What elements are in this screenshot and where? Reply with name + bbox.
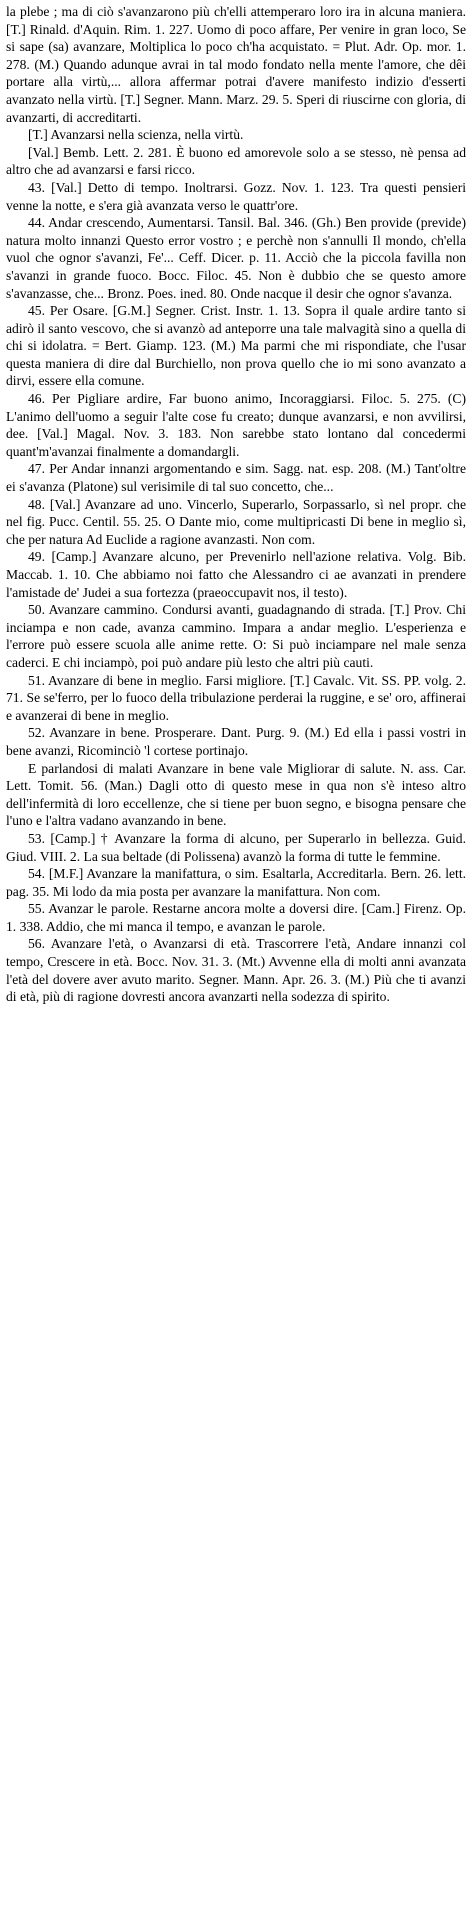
entry-52-subentry: E parlandosi di malati Avanzare in bene vale Migliorar di salute. N. ass. Car. Lett. Tomit. 56. (Man.) Dagli otto di questo mese in qua non s'è inteso altro dell'infermità di loro eccellenze, che si tiene per buon segno, e bisogna pensare che l'uno e l'altra vadano avanzando in bene. — [6, 760, 466, 829]
entry-54: 54. [M.F.] Avanzare la manifattura, o sim. Esaltarla, Accreditarla. Bern. 26. lett. pag. 35. Mi lodo da mia posta per avanzare la manifattura. Non com. — [6, 866, 466, 899]
entry-51: 51. Avanzare di bene in meglio. Farsi migliore. [T.] Cavalc. Vit. SS. PP. volg. 2. 71. Se se'ferro, per lo fuoco della tribulazione perderai la ruggine, e se' oro, affinerai e avanzerai di bene in meglio. — [6, 672, 466, 723]
entry-47: 47. Per Andar innanzi argomentando e sim. Sagg. nat. esp. 208. (M.) Tant'oltre ei s'avanza (Platone) sul verisimile di tal suo concetto, che... — [6, 461, 466, 495]
entry-44: 44. Andar crescendo, Aumentarsi. Tansil. Bal. 346. (Gh.) Ben provide (previde) natura molto innanzi Questo error vostro ; e perchè non s'annulli Il mondo, ch'ella vuol che ognor s'avanzi, Fe'... Ceff. Dicer. p. 11. Acciò che la piccola favilla non s'avanzi in grande fuoco. Bocc. Filoc. 45. Non è dubbio che se questo amore s'avanzasse, che... Bronz. Poes. ined. 80. Onde nacque il desir che ognor s'avanza. — [6, 215, 466, 301]
entry-55: 55. Avanzar le parole. Restarne ancora molte a doversi dire. [Cam.] Firenz. Op. 1. 338. Addio, che mi manca il tempo, e avanzan le parole. — [6, 901, 466, 934]
entry-paragraph: [Val.] Bemb. Lett. 2. 281. È buono ed amorevole solo a se stesso, nè pensa ad altro che ad avanzarsi e farsi ricco. — [6, 144, 466, 178]
entry-45: 45. Per Osare. [G.M.] Segner. Crist. Instr. 1. 13. Sopra il quale ardire tanto si adirò il santo vescovo, che si avanzò ad anteporre una tale malvagità sino a quella di chi si idolatra. = Bert. Giamp. 123. (M.) Ma parmi che mi rispondiate, che l'usar questa maniera di dire dal Burchiello, non prova quello che io mi sono avanzato a dirvi, essere ella comune. — [6, 303, 466, 389]
entry-50: 50. Avanzare cammino. Condursi avanti, guadagnando di strada. [T.] Prov. Chi inciampa e non cade, avanza cammino. Impara a andar meglio. L'esperienza e l'errore può essere scuola alle anime rette. O: Si può inciampare nel male senza caderci. E chi inciampò, poi può andare più lesto che altri più cauti. — [6, 602, 466, 670]
entry-48: 48. [Val.] Avanzare ad uno. Vincerlo, Superarlo, Sorpassarlo, sì nel propr. che nel fig. Pucc. Centil. 55. 25. O Dante mio, come multipricasti Di bene in meglio sì, che per natura Ad Euclide a ragione avanzasti. Non com. — [6, 496, 466, 547]
entry-53: 53. [Camp.] † Avanzare la forma di alcuno, per Superarlo in bellezza. Guid. Giud. VIII. 2. La sua beltade (di Polissena) avanzò la forma di tutte le femmine. — [6, 830, 466, 864]
entry-43: 43. [Val.] Detto di tempo. Inoltrarsi. Gozz. Nov. 1. 123. Tra questi pensieri venne la notte, e s'era già avanzata verso le quattr'ore. — [6, 179, 466, 213]
entry-paragraph: [T.] Avanzarsi nella scienza, nella virtù. — [28, 127, 244, 143]
entry-46: 46. Per Pigliare ardire, Far buono animo, Incoraggiarsi. Filoc. 5. 275. (C) L'animo dell'uomo a seguir l'alte cose fu creato; dunque avanzarsi, e non avvilirsi, dee. [Val.] Magal. Nov. 3. 183. Non sarebbe stato lontano dal concedermi quant'm'avanzai finalmente a domandargli. — [6, 391, 466, 459]
entry-49: 49. [Camp.] Avanzare alcuno, per Prevenirlo nell'azione relativa. Volg. Bib. Maccab. 1. 10. Che abbiamo noi fatto che Alessandro ci ae avanzati in prendere l'amistade de' Judei a sua fortezza (praeoccupavit nos, il testo). — [6, 549, 466, 600]
entry-paragraph: la plebe ; ma di ciò s'avanzarono più ch'elli attemperaro loro ira in alcuna maniera. [T.] Rinald. d'Aquin. Rim. 1. 227. Uomo di poco affare, Per venire in gran loco, Se si sape (sa) avanzare, Moltiplica lo poco ch'ha acquistato. = Plut. Adr. Op. mor. 1. 278. (M.) Quando adunque avrai in tal modo fondato nella mente l'amore, che dêi portare alla virtù,... allora affermar potrai d'avere manifesto indizio d'esserti avanzato nella virtù. [T.] Segner. Mann. Marz. 29. 5. Speri di riuscirne con gloria, di avanzarti, di accreditarti. — [6, 4, 466, 125]
entry-52: 52. Avanzare in bene. Prosperare. Dant. Purg. 9. (M.) Ed ella i passi vostri in bene avanzi, Ricominciò 'l cortese portinajo. — [6, 725, 466, 758]
entry-56: 56. Avanzare l'età, o Avanzarsi di età. Trascorrere l'età, Andare innanzi col tempo, Crescere in età. Bocc. Nov. 31. 3. (Mt.) Avvenne ella di molti anni avanzata l'età del dovere aver avuto marito. Segner. Mann. Apr. 26. 3. (M.) Più che ti avanzi di età, più di ragione dovresti ancora avanzarti nella sodezza di spirito. — [6, 936, 466, 1005]
